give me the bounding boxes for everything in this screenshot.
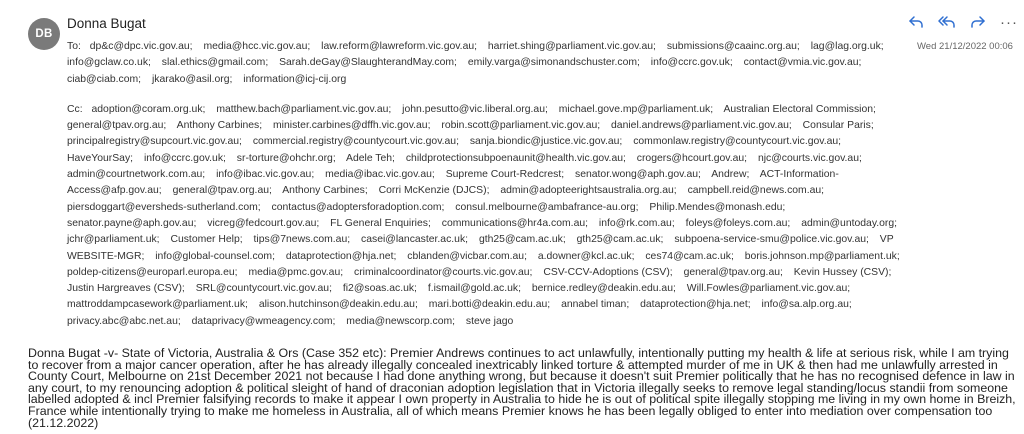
message-actions — [905, 12, 1020, 32]
cc-address[interactable]: criminalcoordinator@courts.vic.gov.au; — [354, 266, 533, 278]
message-date: Wed 21/12/2022 00:06 — [917, 41, 1013, 52]
to-address[interactable]: info@gclaw.co.uk; — [67, 57, 151, 69]
cc-address[interactable]: commercial.registry@countycourt.vic.gov.au; — [252, 136, 459, 148]
cc-address[interactable]: boris.johnson.mp@parliament.uk; — [744, 250, 900, 262]
cc-address[interactable]: general@tpav.org.au; — [683, 266, 783, 278]
cc-address[interactable]: Corri McKenzie (DJCS); — [378, 185, 490, 197]
cc-address[interactable]: media@newscorp.com; — [346, 315, 456, 327]
cc-address[interactable]: steve jago — [465, 315, 514, 327]
cc-address[interactable]: poldep-citizens@europarl.europa.eu; — [67, 266, 238, 278]
to-address[interactable]: jkarako@asil.org; — [151, 73, 233, 85]
cc-address[interactable]: cblanden@vicbar.com.au; — [407, 250, 527, 262]
cc-address[interactable]: FL General Enquiries; — [330, 217, 431, 229]
to-address[interactable]: emily.varga@simonandschuster.com; — [467, 57, 640, 69]
cc-address[interactable]: info@ibac.vic.gov.au; — [216, 169, 315, 181]
cc-address[interactable]: foleys@foleys.com.au; — [685, 217, 791, 229]
cc-address[interactable]: dataprivacy@wmeagency.com; — [191, 315, 336, 327]
more-icon[interactable]: ··· — [1000, 13, 1018, 31]
cc-address[interactable]: subpoena-service-smu@police.vic.gov.au; — [674, 234, 869, 246]
to-label: To: — [67, 41, 81, 52]
cc-address[interactable]: crogers@hcourt.gov.au; — [636, 152, 748, 164]
cc-address[interactable]: mari.botti@deakin.edu.au; — [428, 299, 551, 311]
cc-address[interactable]: VP WEBSITE-MGR; — [67, 234, 894, 262]
cc-address[interactable]: privacy.abc@abc.net.au; — [67, 315, 181, 327]
cc-address[interactable]: tips@7news.com.au; — [253, 234, 351, 246]
cc-address[interactable]: admin@adopteerightsaustralia.org.au; — [500, 185, 677, 197]
to-address[interactable]: ciab@ciab.com; — [67, 73, 142, 85]
to-address[interactable]: lag@lag.org.uk; — [810, 41, 884, 52]
cc-address[interactable]: bernice.redley@deakin.edu.au; — [531, 283, 676, 295]
reply-all-icon[interactable] — [936, 12, 958, 32]
cc-address[interactable]: Australian Electoral Commission; — [723, 103, 876, 115]
to-address[interactable]: law.reform@lawreform.vic.gov.au; — [321, 41, 478, 52]
recipients — [67, 39, 909, 330]
to-address[interactable]: harriet.shing@parliament.vic.gov.au; — [487, 41, 656, 52]
cc-address[interactable]: general@tpav.org.au; — [172, 185, 272, 197]
cc-address[interactable]: admin@untoday.org; — [801, 217, 898, 229]
reply-icon[interactable] — [905, 12, 927, 32]
cc-address[interactable]: general@tpav.org.au; — [67, 120, 167, 132]
cc-address[interactable]: info@ccrc.gov.uk; — [143, 152, 226, 164]
message-body: Donna Bugat -v- State of Victoria, Australia & Ors (Case 352 etc): Premier Andrews continues to act unlawfully, intentionally putting my health & life at serious risk, while I am trying to recover from a major cancer operation, after he has already illegally concealed inextricably linked torture & attempted murder of me in UK & then had me unlawfully arrested in County Court, Melbourne on 21st December 2021 not because I had done anything wrong, but because it doesn't suit Premier politically that he has no recognised defence in law in any court, to my renouncing adoption & political sleight of hand of draconian adoption legislation that in Victoria illegally seeks to remove legal standing/locus standii from someone labelled adopted & incl Premier falsifying records to make it appear I own property in Australia to hide he is out of political spite illegally stopping me living in my own home in Breizh, France while intentionally trying to make me homeless in Australia, all of which means Premier knows he has been legally obliged to enter into mediation over compensation too (21.12.2022) — [28, 346, 1016, 430]
cc-address[interactable]: campbell.reid@news.com.au; — [687, 185, 825, 197]
to-address[interactable]: slal.ethics@gmail.com; — [161, 57, 269, 69]
cc-address[interactable]: senator.payne@aph.gov.au; — [67, 217, 197, 229]
cc-address[interactable]: sanja.biondic@justice.vic.gov.au; — [469, 136, 623, 148]
cc-address[interactable]: Anthony Carbines; — [282, 185, 368, 197]
cc-address[interactable]: CSV-CCV-Adoptions (CSV); — [543, 266, 673, 278]
cc-address[interactable]: vicreg@fedcourt.gov.au; — [207, 217, 320, 229]
cc-address[interactable]: HaveYourSay; — [67, 152, 134, 164]
cc-address[interactable]: a.downer@kcl.ac.uk; — [537, 250, 635, 262]
to-address[interactable]: information@icj-cij.org — [243, 73, 347, 85]
cc-address[interactable]: ces74@cam.ac.uk; — [645, 250, 734, 262]
cc-address[interactable]: contactus@adoptersforadoption.com; — [271, 201, 445, 213]
cc-address[interactable]: mattroddampcasework@parliament.uk; — [67, 299, 248, 311]
cc-address[interactable]: piersdoggart@eversheds-sutherland.com; — [67, 201, 261, 213]
cc-label: Cc: — [67, 103, 83, 115]
cc-address[interactable]: Adele Teh; — [346, 152, 395, 164]
sender-avatar: DB — [28, 18, 60, 50]
cc-address[interactable]: john.pesutto@vic.liberal.org.au; — [402, 103, 548, 115]
to-address[interactable]: info@ccrc.gov.uk; — [650, 57, 733, 69]
cc-address[interactable]: minister.carbines@dffh.vic.gov.au; — [273, 120, 431, 132]
cc-address[interactable]: communications@hr4a.com.au; — [441, 217, 589, 229]
to-address[interactable]: Sarah.deGay@SlaughterandMay.com; — [279, 57, 457, 69]
cc-address[interactable]: commonlaw.registry@countycourt.vic.gov.au; — [633, 136, 842, 148]
cc-address[interactable]: media@ibac.vic.gov.au; — [325, 169, 435, 181]
cc-address[interactable]: info@global-counsel.com; — [155, 250, 275, 262]
forward-icon[interactable] — [967, 12, 989, 32]
cc-address[interactable]: annabel timan; — [561, 299, 630, 311]
cc-address[interactable]: sr-torture@ohchr.org; — [236, 152, 336, 164]
to-address[interactable]: submissions@caainc.org.au; — [666, 41, 800, 52]
cc-address[interactable]: dataprotection@hja.net; — [640, 299, 751, 311]
cc-address[interactable]: Will.Fowles@parliament.vic.gov.au; — [686, 283, 851, 295]
cc-address[interactable]: senator.wong@aph.gov.au; — [575, 169, 701, 181]
to-address[interactable]: media@hcc.vic.gov.au; — [203, 41, 311, 52]
cc-address[interactable]: gth25@cam.ac.uk; — [478, 234, 566, 246]
cc-address[interactable]: principalregistry@supcourt.vic.gov.au; — [67, 136, 242, 148]
cc-address[interactable]: daniel.andrews@parliament.vic.gov.au; — [611, 120, 792, 132]
cc-address[interactable]: Customer Help; — [170, 234, 243, 246]
cc-address[interactable]: admin@courtnetwork.com.au; — [67, 169, 206, 181]
cc-address[interactable]: Justin Hargreaves (CSV); — [67, 283, 185, 295]
cc-address[interactable]: gth25@cam.ac.uk; — [576, 234, 664, 246]
cc-address[interactable]: f.ismail@gold.ac.uk; — [427, 283, 521, 295]
cc-address[interactable]: fi2@soas.ac.uk; — [342, 283, 417, 295]
cc-address[interactable]: SRL@countycourt.vic.gov.au; — [195, 283, 332, 295]
cc-address[interactable]: matthew.bach@parliament.vic.gov.au; — [216, 103, 392, 115]
cc-address[interactable]: Supreme Court-Redcrest; — [445, 169, 565, 181]
cc-address[interactable]: info@sa.alp.org.au; — [761, 299, 852, 311]
cc-address[interactable]: Kevin Hussey (CSV); — [793, 266, 892, 278]
cc-address[interactable]: njc@courts.vic.gov.au; — [757, 152, 862, 164]
cc-address[interactable]: Philip.Mendes@monash.edu; — [649, 201, 786, 213]
cc-address[interactable]: consul.melbourne@ambafrance-au.org; — [455, 201, 639, 213]
to-address[interactable]: contact@vmia.vic.gov.au; — [743, 57, 862, 69]
cc-address[interactable]: childprotectionsubpoenaunit@health.vic.gov.au; — [405, 152, 626, 164]
cc-address[interactable]: robin.scott@parliament.vic.gov.au; — [441, 120, 601, 132]
cc-recipients — [67, 102, 909, 330]
cc-address[interactable]: jchr@parliament.uk; — [67, 234, 160, 246]
cc-address[interactable]: media@pmc.gov.au; — [248, 266, 344, 278]
cc-address[interactable]: ACT-Information-Access@afp.gov.au; — [67, 169, 839, 197]
cc-address[interactable]: Anthony Carbines; — [176, 120, 263, 132]
cc-address[interactable]: adoption@coram.org.uk; — [91, 103, 206, 115]
cc-address[interactable]: info@rk.com.au; — [598, 217, 675, 229]
cc-address[interactable]: casei@lancaster.ac.uk; — [361, 234, 469, 246]
cc-address[interactable]: michael.gove.mp@parliament.uk; — [558, 103, 714, 115]
cc-address[interactable]: Andrew; — [711, 169, 750, 181]
cc-address[interactable]: dataprotection@hja.net; — [285, 250, 397, 262]
to-recipients — [67, 39, 909, 88]
cc-address[interactable]: alison.hutchinson@deakin.edu.au; — [258, 299, 418, 311]
sender-name[interactable]: Donna Bugat — [67, 16, 146, 31]
to-address[interactable]: dp&c@dpc.vic.gov.au; — [89, 41, 193, 52]
cc-address[interactable]: Consular Paris; — [802, 120, 874, 132]
